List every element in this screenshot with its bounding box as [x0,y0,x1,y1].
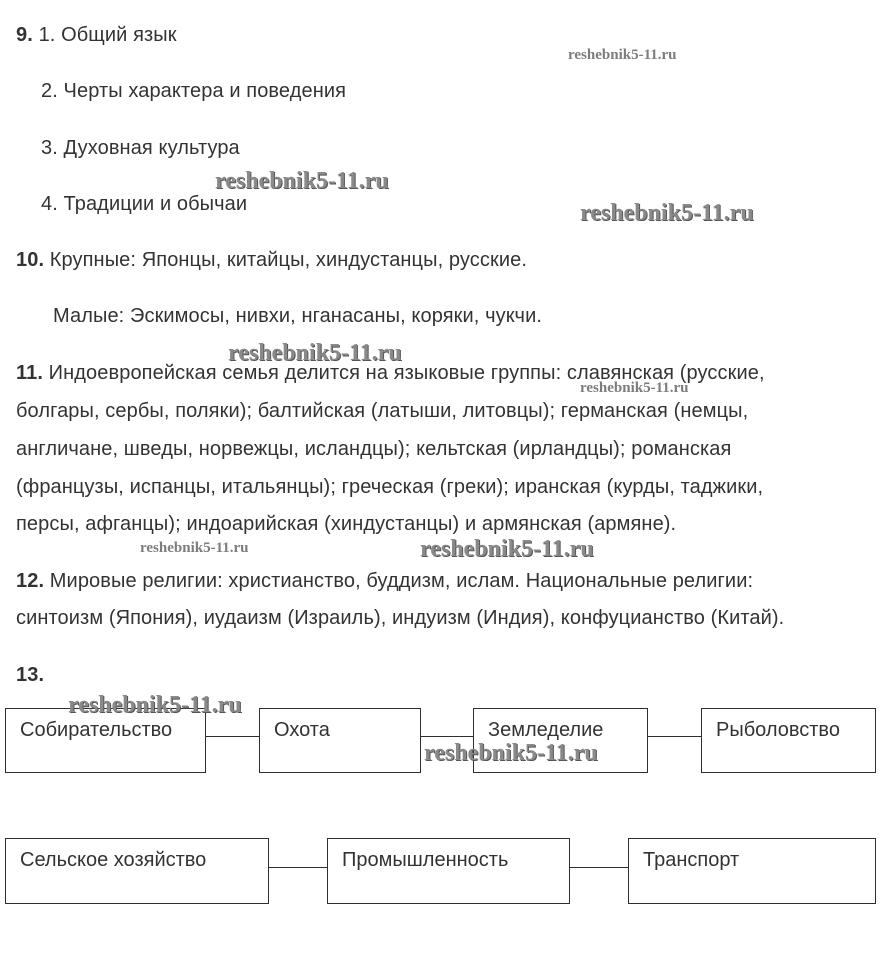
box-agriculture: Сельское хозяйство [5,838,269,904]
q11-number: 11. [16,362,43,384]
q12-number: 12. [16,570,45,592]
q10-line-1 [16,248,527,272]
q13-number: 13. [16,664,45,686]
watermark: reshebnik5-11.ru [424,740,598,766]
q10-small: Малые: Эскимосы, нивхи, нганасаны, коряки, чукчи. [53,305,543,327]
watermark: reshebnik5-11.ru [420,536,594,562]
watermark: reshebnik5-11.ru [580,200,754,226]
connector-3-4 [647,736,702,737]
q9-item-1: 1. Общий язык [38,24,177,46]
q10-large: Крупные: Японцы, китайцы, хиндустанцы, русские. [49,249,527,271]
box-hunting: Охота [259,708,421,773]
q13-line [16,663,44,687]
q11-text-4: (французы, испанцы, итальянцы); греческая (греки); иранская (курды, таджики, [16,476,764,498]
box-transport: Транспорт [628,838,876,904]
box-industry: Промышленность [327,838,570,904]
q12-line-1 [16,569,753,593]
q9-item-4: 4. Традиции и обычаи [41,193,248,215]
q10-number: 10. [16,249,45,271]
q12-text-1: Мировые религии: христианство, буддизм, ислам. Национальные религии: [49,570,754,592]
q9-item-3: 3. Духовная культура [41,137,240,159]
connector-5-6 [268,867,328,868]
q11-text-1: Индоевропейская семья делится на языковые группы: славянская (русские, [48,362,765,384]
connector-2-3 [420,736,474,737]
watermark: reshebnik5-11.ru [215,168,389,194]
watermark: reshebnik5-11.ru [140,540,249,556]
watermark: reshebnik5-11.ru [580,380,689,396]
q11-text-3: англичане, шведы, норвежцы, исландцы); кельтская (ирландцы); романская [16,438,732,460]
q9-number: 9. [16,24,33,46]
q9-item-2: 2. Черты характера и поведения [41,80,347,102]
connector-6-7 [569,867,629,868]
box-farming: Земледелие [473,708,648,773]
q11-text-5: персы, афганцы); индоарийская (хиндустанцы) и армянская (армяне). [16,513,677,535]
box-fishing: Рыболовство [701,708,876,773]
box-gathering: Собирательство [5,708,206,773]
q12-text-2: синтоизм (Япония), иудаизм (Израиль), индуизм (Индия), конфуцианство (Китай). [16,607,785,629]
watermark: reshebnik5-11.ru [568,47,677,63]
watermark: reshebnik5-11.ru [68,692,242,718]
q9-line-1 [16,23,177,47]
q11-text-2: болгары, сербы, поляки); балтийская (латыши, литовцы); германская (немцы, [16,400,749,422]
connector-1-2 [205,736,260,737]
watermark: reshebnik5-11.ru [228,340,402,366]
